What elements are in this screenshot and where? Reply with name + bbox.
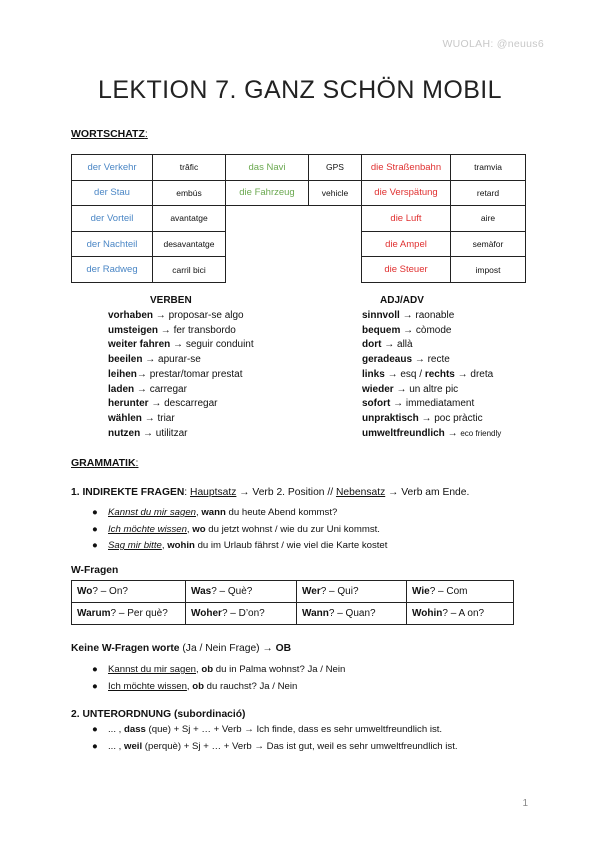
- table-cell: die Straßenbahn: [362, 155, 451, 181]
- wfragen-title: W-Fragen: [71, 565, 119, 576]
- table-cell: Woher? – D’on?: [186, 603, 297, 625]
- table-cell: die Luft: [362, 206, 451, 232]
- indirekte-fragen-title: 1. INDIREKTE FRAGEN: Hauptsatz → Verb 2. Position // Nebensatz → Verb am Ende.: [71, 487, 470, 498]
- list-item: bequem → còmode: [362, 324, 452, 336]
- table-cell: vehicle: [309, 180, 362, 206]
- table-cell: avantatge: [153, 206, 226, 232]
- list-item: wählen → triar: [108, 412, 175, 424]
- table-cell: die Ampel: [362, 231, 451, 257]
- list-item: unpraktisch → poc pràctic: [362, 412, 483, 424]
- list-item: ● Kannst du mir sagen, wann du heute Abend kommst?: [92, 507, 338, 518]
- list-item: nutzen → utilitzar: [108, 427, 188, 439]
- table-cell-empty: [309, 206, 362, 232]
- list-item: leihen→ prestar/tomar prestat: [108, 368, 243, 380]
- list-item: umsteigen → fer transbordo: [108, 324, 236, 336]
- table-cell: tramvia: [451, 155, 526, 181]
- list-item: weiter fahren → seguir conduint: [108, 339, 254, 351]
- table-cell: Wohin? – A on?: [407, 603, 514, 625]
- grammatik-heading: GRAMMATIK:: [71, 457, 139, 469]
- adj-heading: ADJ/ADV: [380, 295, 424, 306]
- table-cell: embús: [153, 180, 226, 206]
- table-cell: die Fahrzeug: [226, 180, 309, 206]
- list-item: sinnvoll → raonable: [362, 310, 455, 321]
- table-cell: GPS: [309, 155, 362, 181]
- keine-wfragen-title: Keine W-Fragen worte (Ja / Nein Frage) → OB: [71, 643, 292, 654]
- verben-list: [108, 309, 254, 441]
- list-item: dort → allà: [362, 339, 413, 351]
- list-item: laden → carregar: [108, 383, 187, 395]
- page-number: 1: [522, 798, 528, 809]
- list-item: ● ... , weil (perquè) + Sj + … + Verb → Das ist gut, weil es sehr umweltfreundlich ist.: [92, 740, 458, 752]
- table-cell: semàfor: [451, 231, 526, 257]
- table-cell: retard: [451, 180, 526, 206]
- list-item: beeilen → apurar-se: [108, 354, 201, 366]
- table-cell: Was? – Què?: [186, 581, 297, 603]
- table-cell: der Vorteil: [72, 206, 153, 232]
- table-cell: das Navi: [226, 155, 309, 181]
- list-item: ● Sag mir bitte, wohin du im Urlaub fährst / wie viel die Karte kostet: [92, 540, 388, 551]
- watermark: WUOLAH: @neuus6: [442, 38, 544, 50]
- ob-list: [92, 662, 346, 695]
- list-item: geradeaus → recte: [362, 354, 450, 366]
- table-cell: der Verkehr: [72, 155, 153, 181]
- table-cell-empty: [226, 231, 309, 257]
- vocab-table: [71, 154, 526, 283]
- list-item: wieder → un altre pic: [362, 383, 459, 395]
- wfragen-table: [71, 580, 514, 625]
- table-cell: die Verspätung: [362, 180, 451, 206]
- table-cell: der Nachteil: [72, 231, 153, 257]
- unterordnung-list: [92, 722, 458, 755]
- table-row: [72, 257, 526, 283]
- unterordnung-title: 2. UNTERORDNUNG (subordinació): [71, 709, 246, 720]
- table-cell: der Stau: [72, 180, 153, 206]
- page-title: LEKTION 7. GANZ SCHÖN MOBIL: [98, 76, 502, 104]
- table-cell: die Steuer: [362, 257, 451, 283]
- table-cell: Warum? – Per què?: [72, 603, 186, 625]
- list-item: vorhaben → proposar-se algo: [108, 310, 244, 321]
- list-item: umweltfreundlich → eco friendly: [362, 427, 502, 439]
- list-item: links → esq / rechts → dreta: [362, 368, 494, 380]
- table-cell: trâfic: [153, 155, 226, 181]
- list-item: ● Kannst du mir sagen, ob du in Palma wohnst? Ja / Nein: [92, 664, 346, 675]
- table-cell-empty: [309, 257, 362, 283]
- indirekte-fragen-list: [92, 505, 388, 555]
- table-cell: impost: [451, 257, 526, 283]
- table-cell: desavantatge: [153, 231, 226, 257]
- wortschatz-heading: WORTSCHATZ:: [71, 128, 148, 140]
- table-row: [72, 180, 526, 206]
- table-row: [72, 603, 514, 625]
- table-cell: Wann? – Quan?: [297, 603, 407, 625]
- table-row: [72, 206, 526, 232]
- table-row: [72, 231, 526, 257]
- table-cell: aire: [451, 206, 526, 232]
- list-item: ● Ich möchte wissen, wo du jetzt wohnst / wie du zur Uni kommst.: [92, 523, 380, 535]
- list-item: sofort → immediatament: [362, 398, 475, 410]
- table-cell-empty: [309, 231, 362, 257]
- list-item: ● Ich möchte wissen, ob du rauchst? Ja / Nein: [92, 680, 298, 692]
- table-cell-empty: [226, 206, 309, 232]
- table-cell: carril bici: [153, 257, 226, 283]
- list-item: ● ... , dass (que) + Sj + … + Verb → Ich finde, dass es sehr umweltfreundlich ist.: [92, 724, 443, 735]
- table-cell-empty: [226, 257, 309, 283]
- table-cell: Wo? – On?: [72, 581, 186, 603]
- adj-list: [362, 309, 501, 441]
- table-cell: der Radweg: [72, 257, 153, 283]
- table-row: [72, 581, 514, 603]
- table-row: [72, 155, 526, 181]
- verben-heading: VERBEN: [150, 295, 192, 306]
- table-cell: Wer? – Qui?: [297, 581, 407, 603]
- list-item: herunter → descarregar: [108, 398, 218, 410]
- table-cell: Wie? – Com: [407, 581, 514, 603]
